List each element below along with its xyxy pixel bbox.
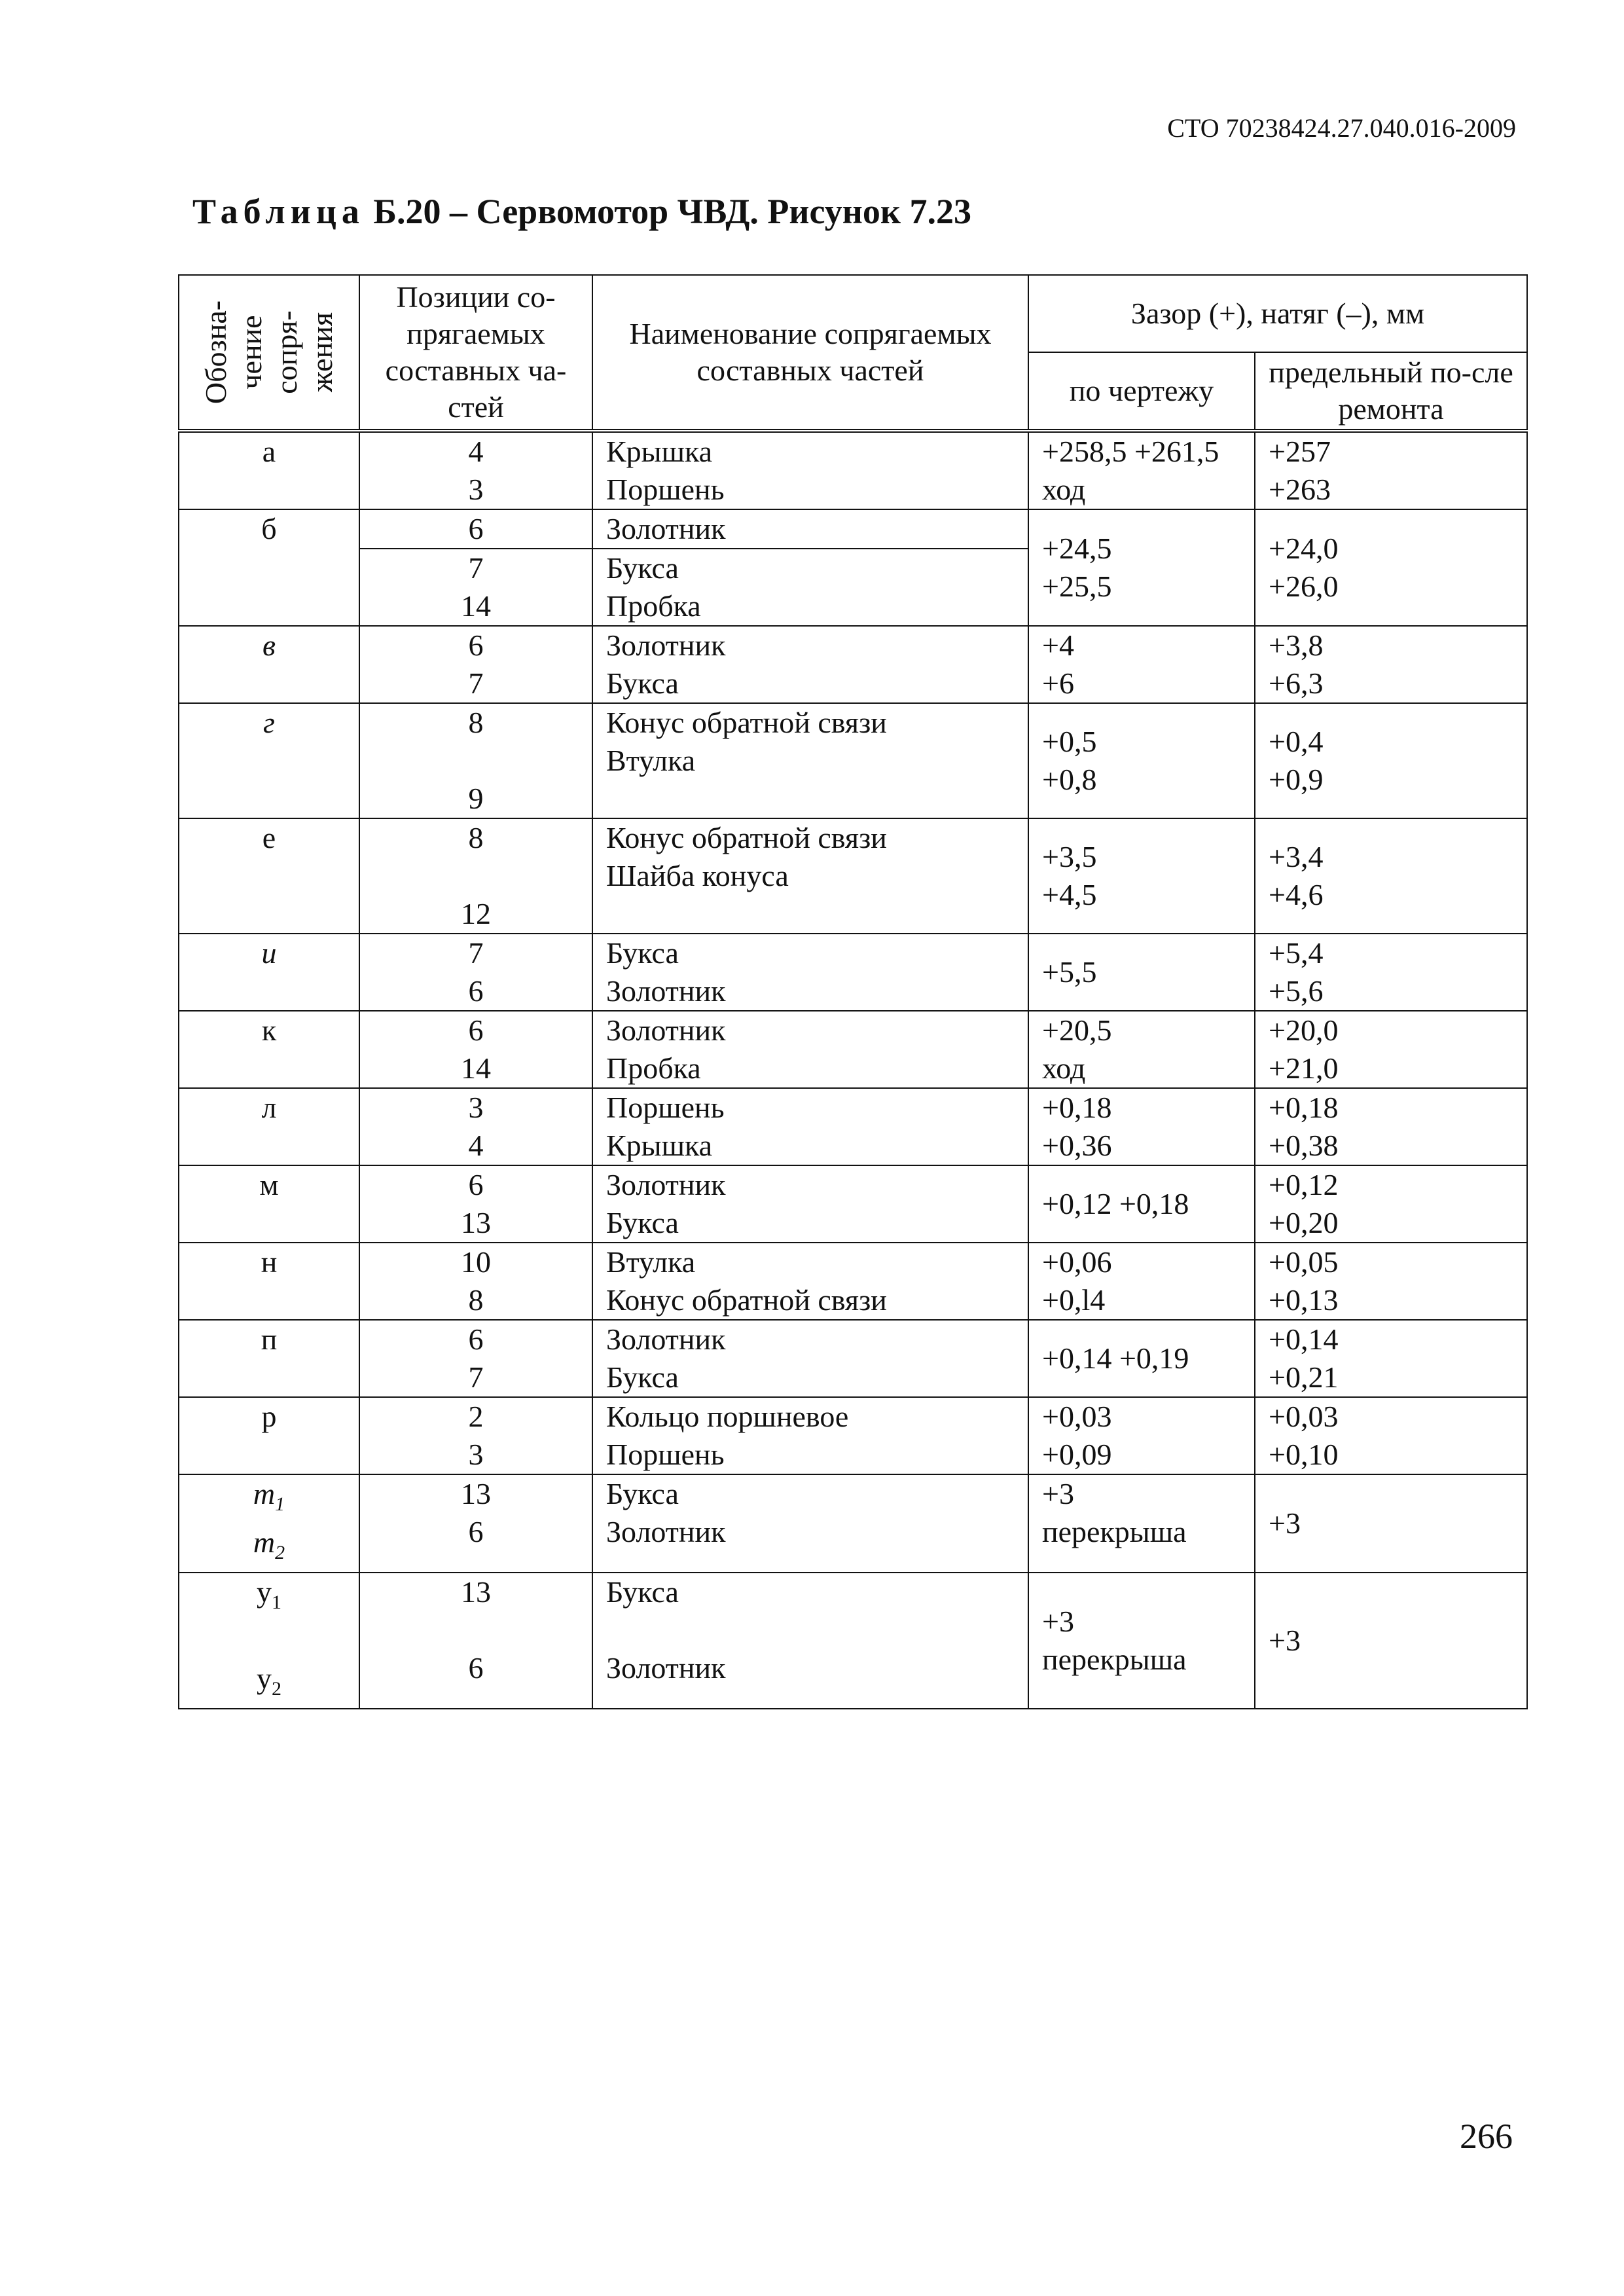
cell-by-drawing: +0,06 +0,l4 bbox=[1028, 1243, 1255, 1320]
cell-by-drawing: +0,14 +0,19 bbox=[1028, 1320, 1255, 1397]
document-code: СТО 70238424.27.040.016-2009 bbox=[1167, 113, 1516, 143]
cell-positions: 7 14 bbox=[359, 549, 592, 626]
cell-after-repair: +257 +263 bbox=[1255, 431, 1527, 509]
table-row bbox=[179, 1088, 1527, 1165]
cell-after-repair: +0,03 +0,10 bbox=[1255, 1397, 1527, 1474]
cell-names: Букса Золотник bbox=[592, 1573, 1028, 1709]
table-row bbox=[179, 1573, 1527, 1709]
cell-by-drawing: +0,18 +0,36 bbox=[1028, 1088, 1255, 1165]
cell-designation: м bbox=[179, 1165, 359, 1243]
table-row bbox=[179, 1474, 1527, 1573]
cell-names: Золотник bbox=[592, 509, 1028, 549]
cell-by-drawing: +0,03 +0,09 bbox=[1028, 1397, 1255, 1474]
cell-positions: 10 8 bbox=[359, 1243, 592, 1320]
cell-positions: 2 3 bbox=[359, 1397, 592, 1474]
cell-by-drawing: +0,12 +0,18 bbox=[1028, 1165, 1255, 1243]
cell-names: Золотник Букса bbox=[592, 626, 1028, 703]
cell-positions: 8 9 bbox=[359, 703, 592, 818]
table-header bbox=[179, 275, 1527, 431]
cell-positions: 6 7 bbox=[359, 626, 592, 703]
cell-names: Втулка Конус обратной связи bbox=[592, 1243, 1028, 1320]
table-title bbox=[192, 191, 971, 232]
table-row bbox=[179, 703, 1527, 818]
cell-after-repair: +20,0 +21,0 bbox=[1255, 1011, 1527, 1088]
cell-by-drawing: +0,5 +0,8 bbox=[1028, 703, 1255, 818]
table-row bbox=[179, 1011, 1527, 1088]
table-row bbox=[179, 818, 1527, 934]
cell-by-drawing: +20,5 ход bbox=[1028, 1011, 1255, 1088]
cell-after-repair: +3 bbox=[1255, 1474, 1527, 1573]
cell-by-drawing: +3 перекрыша bbox=[1028, 1474, 1255, 1573]
cell-designation: $у_1$ $у_2$ bbox=[179, 1573, 359, 1709]
table-body bbox=[179, 431, 1527, 1709]
cell-positions: 3 4 bbox=[359, 1088, 592, 1165]
cell-positions: 8 12 bbox=[359, 818, 592, 934]
cell-positions: 13 6 bbox=[359, 1474, 592, 1573]
table-row bbox=[179, 1320, 1527, 1397]
cell-positions: 6 13 bbox=[359, 1165, 592, 1243]
table-row bbox=[179, 509, 1527, 549]
table-row bbox=[179, 934, 1527, 1011]
cell-designation: е bbox=[179, 818, 359, 934]
cell-designation: б bbox=[179, 509, 359, 626]
cell-names: Конус обратной связи Шайба конуса bbox=[592, 818, 1028, 934]
table-row bbox=[179, 1397, 1527, 1474]
header-designation bbox=[179, 275, 359, 431]
cell-names: Букса Пробка bbox=[592, 549, 1028, 626]
clearance-table bbox=[178, 274, 1528, 1709]
cell-positions: 7 6 bbox=[359, 934, 592, 1011]
cell-names: Букса Золотник bbox=[592, 934, 1028, 1011]
cell-names: Букса Золотник bbox=[592, 1474, 1028, 1573]
header-names: Наименование сопрягаемых составных частей bbox=[592, 275, 1028, 431]
cell-positions: 6 bbox=[359, 509, 592, 549]
cell-by-drawing: +3 перекрыша bbox=[1028, 1573, 1255, 1709]
header-by-drawing: по чертежу bbox=[1028, 352, 1255, 431]
cell-after-repair: +0,18 +0,38 bbox=[1255, 1088, 1527, 1165]
page-number: 266 bbox=[1460, 2117, 1513, 2156]
table-row bbox=[179, 1165, 1527, 1243]
cell-after-repair: +0,05 +0,13 bbox=[1255, 1243, 1527, 1320]
cell-after-repair: +24,0 +26,0 bbox=[1255, 509, 1527, 626]
table-title-label: Таблица bbox=[192, 192, 365, 231]
table-title-text: Б.20 – Сервомотор ЧВД. Рисунок 7.23 bbox=[364, 192, 972, 231]
header-after-repair: предельный по-сле ремонта bbox=[1255, 352, 1527, 431]
cell-by-drawing: +5,5 bbox=[1028, 934, 1255, 1011]
cell-positions: 6 14 bbox=[359, 1011, 592, 1088]
cell-designation: а bbox=[179, 431, 359, 509]
table-row bbox=[179, 1243, 1527, 1320]
cell-after-repair: +5,4 +5,6 bbox=[1255, 934, 1527, 1011]
cell-by-drawing: +24,5 +25,5 bbox=[1028, 509, 1255, 626]
cell-names: Золотник Букса bbox=[592, 1165, 1028, 1243]
cell-designation: п bbox=[179, 1320, 359, 1397]
cell-designation: к bbox=[179, 1011, 359, 1088]
table-row bbox=[179, 431, 1527, 509]
cell-designation: г bbox=[179, 703, 359, 818]
cell-by-drawing: +258,5 +261,5 ход bbox=[1028, 431, 1255, 509]
table-row bbox=[179, 626, 1527, 703]
cell-after-repair: +0,12 +0,20 bbox=[1255, 1165, 1527, 1243]
cell-designation: н bbox=[179, 1243, 359, 1320]
cell-names: Золотник Букса bbox=[592, 1320, 1028, 1397]
cell-after-repair: +3 bbox=[1255, 1573, 1527, 1709]
cell-names: Золотник Пробка bbox=[592, 1011, 1028, 1088]
cell-designation: и bbox=[179, 934, 359, 1011]
cell-positions: 13 6 bbox=[359, 1573, 592, 1709]
cell-after-repair: +0,4 +0,9 bbox=[1255, 703, 1527, 818]
cell-names: Крышка Поршень bbox=[592, 431, 1028, 509]
cell-names: Поршень Крышка bbox=[592, 1088, 1028, 1165]
cell-after-repair: +3,8 +6,3 bbox=[1255, 626, 1527, 703]
cell-names: Кольцо поршневое Поршень bbox=[592, 1397, 1028, 1474]
cell-positions: 6 7 bbox=[359, 1320, 592, 1397]
cell-by-drawing: +4 +6 bbox=[1028, 626, 1255, 703]
header-positions: Позиции со-прягаемых составных ча-стей bbox=[359, 275, 592, 431]
cell-designation: в bbox=[179, 626, 359, 703]
cell-designation: $т_1$ $т_2$ bbox=[179, 1474, 359, 1573]
cell-names: Конус обратной связи Втулка bbox=[592, 703, 1028, 818]
cell-by-drawing: +3,5 +4,5 bbox=[1028, 818, 1255, 934]
cell-positions: 4 3 bbox=[359, 431, 592, 509]
cell-designation: р bbox=[179, 1397, 359, 1474]
cell-after-repair: +3,4 +4,6 bbox=[1255, 818, 1527, 934]
header-clearance-group: Зазор (+), натяг (–), мм bbox=[1028, 275, 1527, 352]
header-designation-text: Обозна-чение сопря-жения bbox=[199, 300, 338, 405]
cell-after-repair: +0,14 +0,21 bbox=[1255, 1320, 1527, 1397]
cell-designation: л bbox=[179, 1088, 359, 1165]
